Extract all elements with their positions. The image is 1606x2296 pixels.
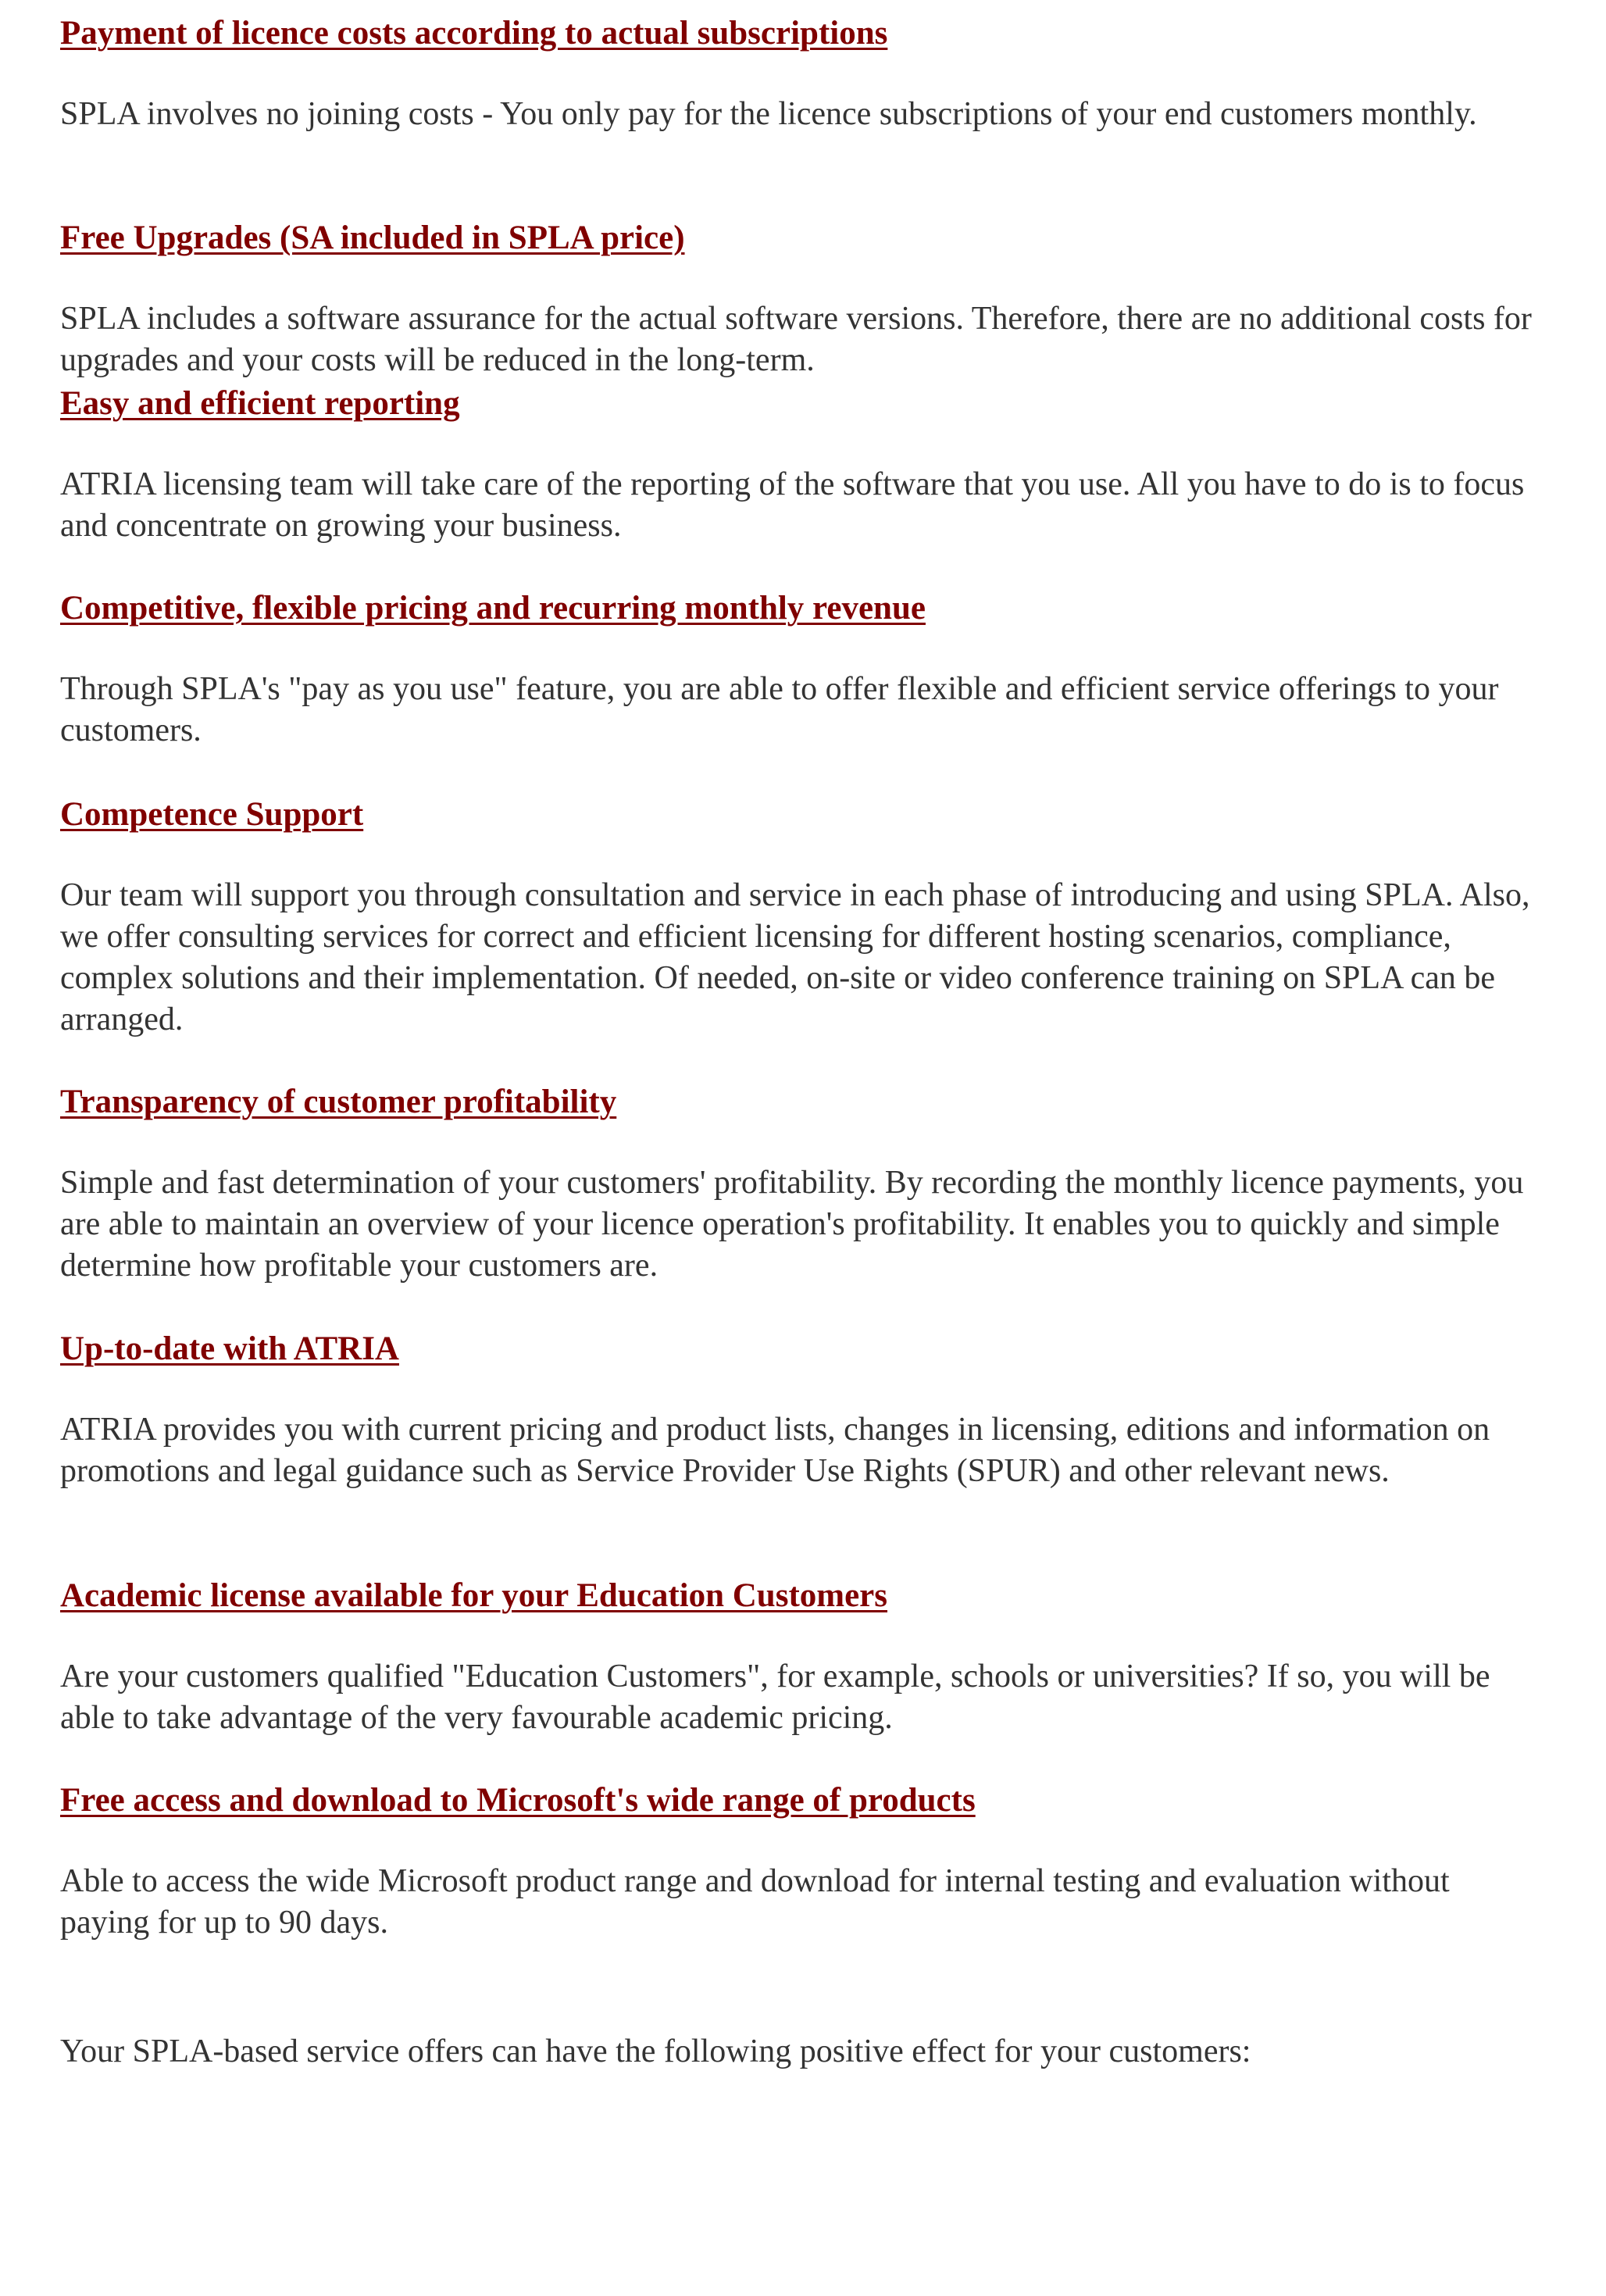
section-body-reporting: ATRIA licensing team will take care of the reporting of the software that you use. All you have to do is to focus and concentrate on growing your business. (60, 466, 1525, 544)
section-title-pricing: Competitive, flexible pricing and recurring monthly revenue (60, 590, 926, 627)
section-title-reporting: Easy and efficient reporting (60, 385, 460, 422)
section-title-academic: Academic license available for your Education Customers (60, 1577, 888, 1614)
section-body-transparency: Simple and fast determination of your customers' profitability. By recording the monthly licence payments, you are able to maintain an overview of your licence operation's profitability. It enables you to quickly and simple determine how profitable your customers are. (60, 1165, 1524, 1284)
section-title-payment: Payment of licence costs according to actual subscriptions (60, 15, 888, 52)
section-body-academic: Are your customers qualified "Education Customers", for example, schools or universities? If so, you will be able to take advantage of the very favourable academic pricing. (60, 1659, 1490, 1736)
section-body-pricing: Through SPLA's "pay as you use" feature, you are able to offer flexible and efficient service offerings to your customers. (60, 671, 1499, 748)
section-title-competence-support: Competence Support (60, 796, 364, 833)
section-body-free-access: Able to access the wide Microsoft product range and download for internal testing and evaluation without paying for up to 90 days. (60, 1863, 1450, 1941)
closing-paragraph: Your SPLA-based service offers can have the following positive effect for your customers: (60, 2034, 1251, 2069)
section-title-transparency: Transparency of customer profitability (60, 1084, 617, 1120)
section-title-free-upgrades: Free Upgrades (SA included in SPLA price) (60, 220, 685, 256)
section-body-free-upgrades: SPLA includes a software assurance for the actual software versions. Therefore, there are no additional costs for upgrades and your costs will be reduced in the long-term. (60, 301, 1532, 378)
section-body-up-to-date: ATRIA provides you with current pricing and product lists, changes in licensing, editions and information on promotions and legal guidance such as Service Provider Use Rights (SPUR) and other relevant news. (60, 1412, 1490, 1489)
section-body-competence-support: Our team will support you through consultation and service in each phase of introducing and using SPLA. Also, we offer consulting services for correct and efficient licensing for different hosting scenarios, compliance, complex solutions and their implementation. Of needed, on-site or video conference training on SPLA can be arranged. (60, 877, 1530, 1037)
section-body-payment: SPLA involves no joining costs - You only pay for the licence subscriptions of your end customers monthly. (60, 96, 1477, 132)
section-title-up-to-date: Up-to-date with ATRIA (60, 1330, 399, 1367)
section-title-free-access: Free access and download to Microsoft's wide range of products (60, 1782, 976, 1819)
